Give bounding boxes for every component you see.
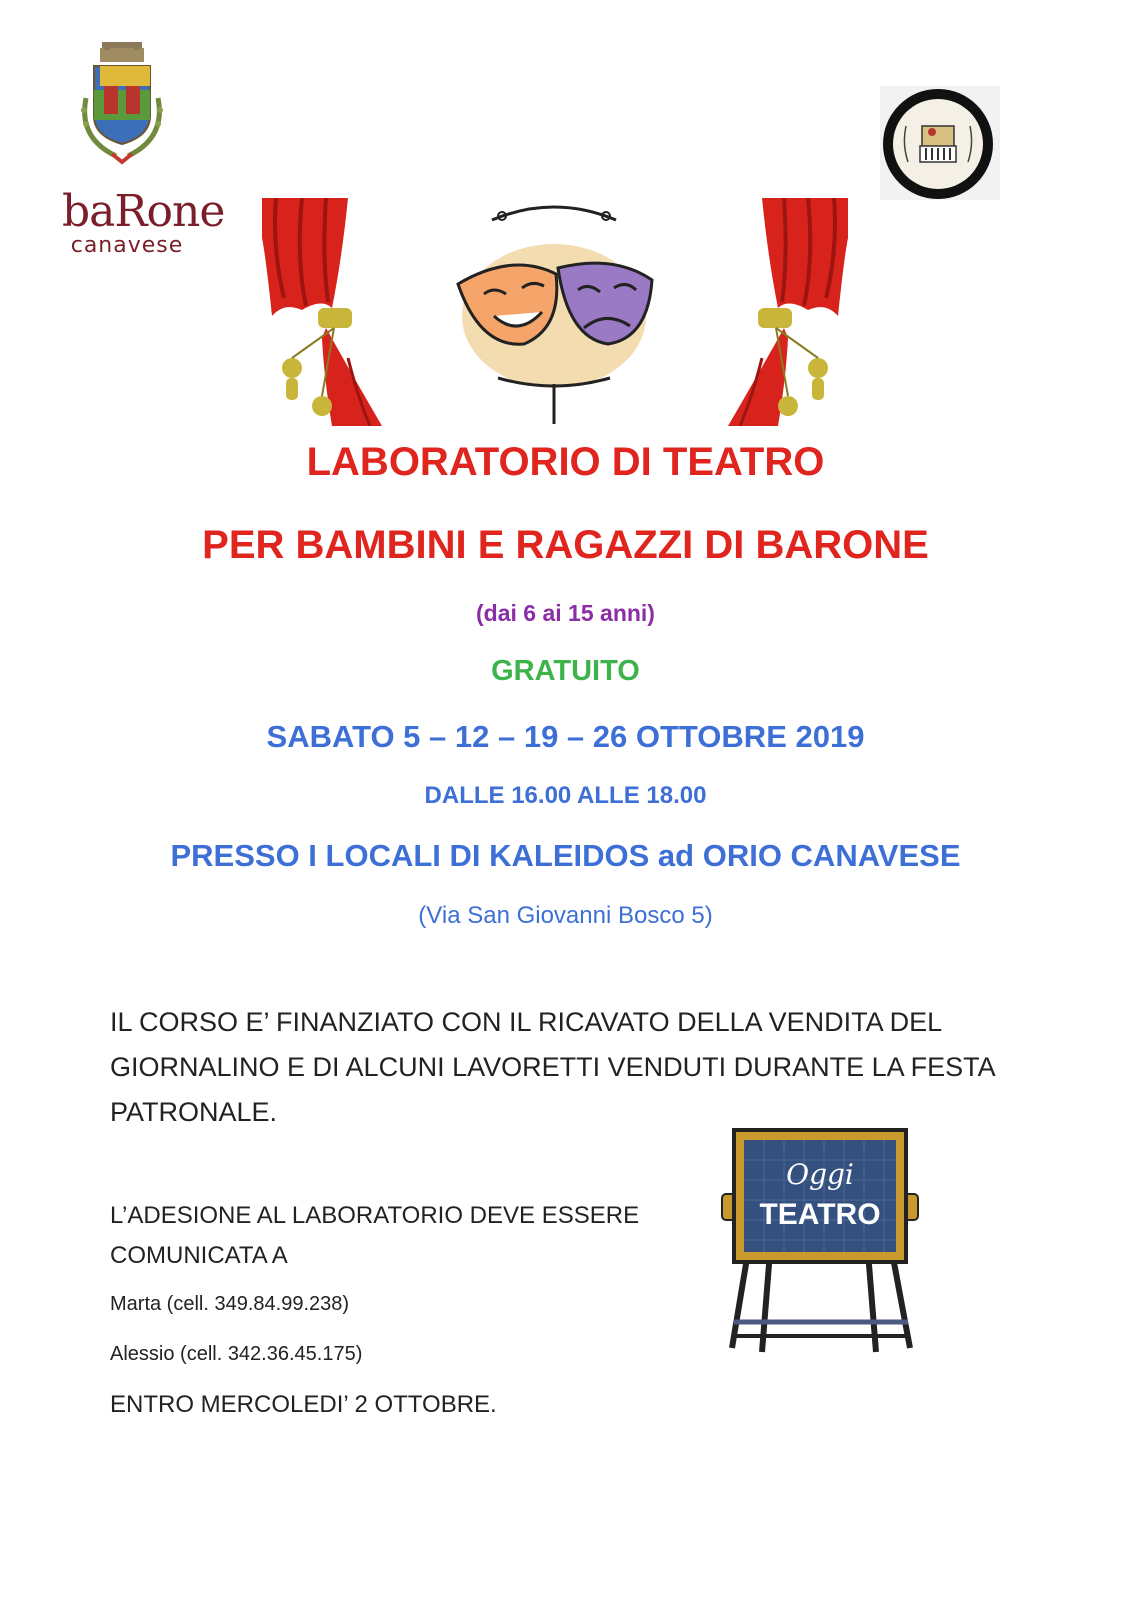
funding-paragraph: IL CORSO E’ FINANZIATO CON IL RICAVATO DELLA VENDITA DEL GIORNALINO E DI ALCUNI LAVORETTI VENDUTI DURANTE LA FESTA PATRONALE.: [110, 1007, 995, 1127]
price-label: GRATUITO: [491, 655, 640, 687]
chalkboard-illustration: [718, 1122, 922, 1366]
municipality-name: baRone: [62, 186, 225, 237]
age-range: (dai 6 ai 15 anni): [476, 600, 655, 626]
event-dates: SABATO 5 – 12 – 19 – 26 OTTOBRE 2019: [266, 719, 865, 754]
event-place: PRESSO I LOCALI DI KALEIDOS ad ORIO CANAVESE: [170, 838, 961, 873]
headline-title: LABORATORIO DI TEATRO: [306, 440, 825, 484]
association-logo: [880, 86, 1000, 200]
contact-alessio: Alessio (cell. 342.36.45.175): [110, 1343, 363, 1365]
municipality-subname: canavese: [70, 233, 184, 258]
event-address: (Via San Giovanni Bosco 5): [418, 902, 713, 929]
headline-subtitle: PER BAMBINI E RAGAZZI DI BARONE: [202, 523, 929, 567]
contact-marta: Marta (cell. 349.84.99.238): [110, 1293, 350, 1315]
theatre-curtains-masks-illustration: [262, 198, 848, 426]
municipality-crest-icon: [72, 38, 172, 168]
registration-deadline: ENTRO MERCOLEDI’ 2 OTTOBRE.: [110, 1391, 497, 1418]
event-hours: DALLE 16.00 ALLE 18.00: [424, 782, 707, 809]
registration-paragraph: L’ADESIONE AL LABORATORIO DEVE ESSERE COMUNICATA A: [110, 1202, 640, 1269]
chalkboard-line1: Oggi: [786, 1158, 854, 1191]
association-badge-icon: [880, 86, 1000, 200]
municipality-logo: [62, 186, 225, 258]
chalkboard-line2: TEATRO: [759, 1198, 881, 1231]
